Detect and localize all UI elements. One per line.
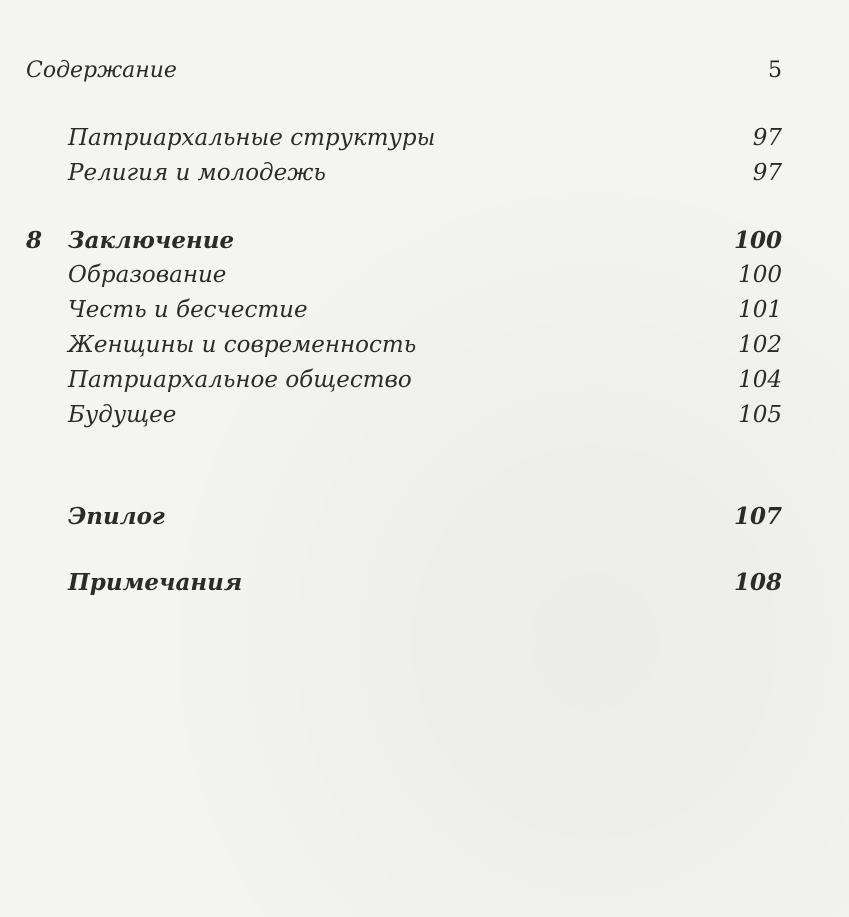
toc-section-entry (0, 500, 782, 534)
toc-entry-page: 104 (738, 367, 782, 393)
toc-entry-label: Женщины и современность (68, 332, 417, 358)
toc-entry-label: Честь и бесчестие (68, 297, 308, 323)
running-header (26, 58, 782, 90)
toc-entry-page: 107 (733, 503, 782, 530)
toc-entry (0, 156, 782, 190)
toc-entry-label: Религия и молодежь (68, 160, 326, 186)
toc-entry (0, 293, 782, 327)
toc-entry-page: 97 (752, 125, 782, 151)
toc-section-entry (0, 566, 782, 600)
toc-entry-page: 101 (738, 297, 782, 323)
toc-entry-label: Примечания (68, 569, 243, 596)
toc-entry (0, 258, 782, 292)
toc-entry-page: 105 (738, 402, 782, 428)
toc-entry-page: 108 (733, 569, 782, 596)
toc-chapter-entry (0, 224, 782, 258)
toc-entry-page: 97 (752, 160, 782, 186)
toc-entry-label: Эпилог (68, 503, 165, 530)
toc-entry (0, 363, 782, 397)
chapter-number: 8 (26, 227, 43, 254)
toc-entry (0, 398, 782, 432)
toc-entry (0, 328, 782, 362)
toc-entry-label: Патриархальное общество (68, 367, 412, 393)
toc-entry-label: Образование (68, 262, 227, 288)
toc-entry-page: 102 (738, 332, 782, 358)
toc-entry-label: Будущее (68, 402, 177, 428)
toc-entry-label: Патриархальные структуры (68, 125, 436, 151)
header-title: Содержание (26, 58, 177, 83)
toc-entry (0, 121, 782, 155)
toc-entry-label: Заключение (68, 227, 235, 254)
toc-entry-page: 100 (738, 262, 782, 288)
header-page-number: 5 (768, 58, 782, 83)
toc-entry-page: 100 (733, 227, 782, 254)
